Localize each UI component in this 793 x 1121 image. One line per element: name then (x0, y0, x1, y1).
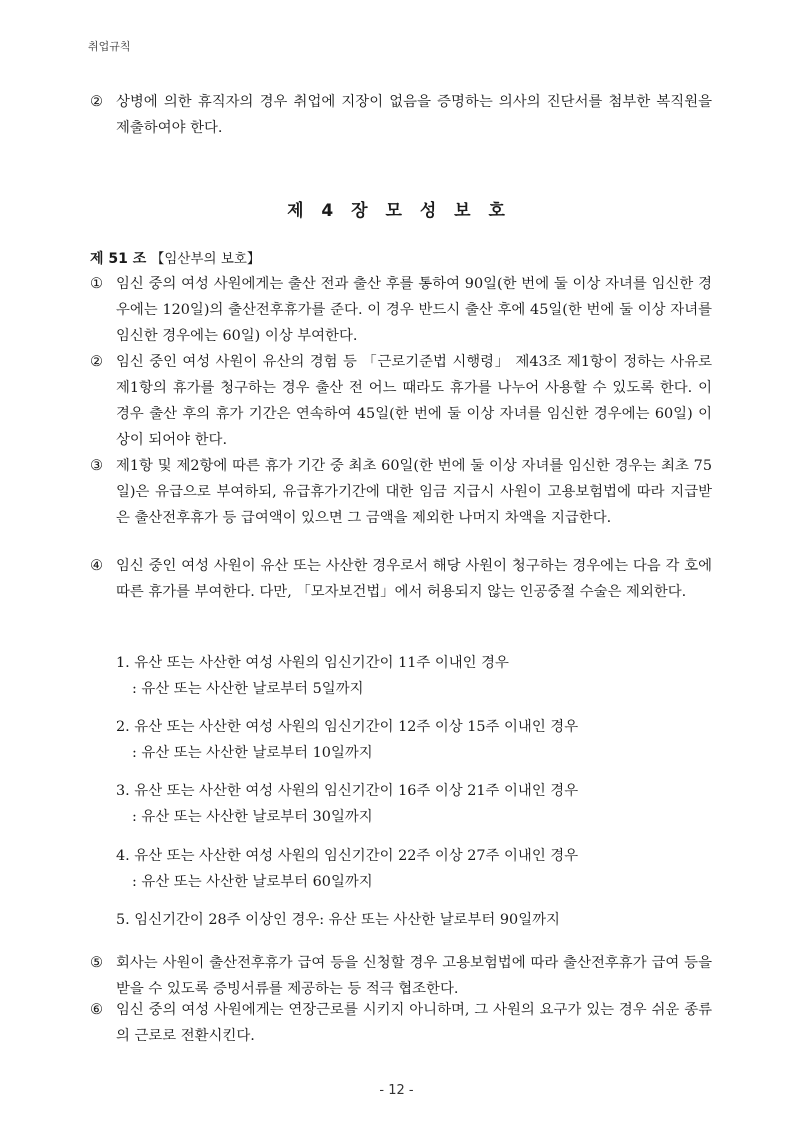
clause-text: 제1항 및 제2항에 따른 휴가 기간 중 최초 60일(한 번에 둘 이상 자녀를 임신한 경우는 최초 75일)은 유급으로 부여하되, 유급휴가기간에 대한 임금 지급시 사원이 고용보험법에 따라 지급받은 출산전후휴가 등 급여액이 있으면 그 금액을 제외한 나머지 차액을 지급한다. (116, 458, 712, 526)
clause-1 (90, 271, 712, 349)
intro-clause (90, 89, 712, 141)
chapter-title: 제 4 장 모 성 보 호 (287, 201, 506, 221)
sub-item-desc: : 유산 또는 사산한 날로부터 10일까지 (132, 745, 373, 761)
article-number: 제 51 조 (90, 251, 147, 267)
sub-item-title: 1. 유산 또는 사산한 여성 사원의 임신기간이 11주 이내인 경우 (116, 655, 509, 671)
sub-item-desc: : 유산 또는 사산한 날로부터 60일까지 (132, 874, 373, 890)
clause-3 (90, 453, 712, 531)
sub-item-1 (116, 650, 712, 702)
page-number: - 12 - (379, 1083, 414, 1098)
article-heading (90, 246, 260, 272)
sub-item-title: 2. 유산 또는 사산한 여성 사원의 임신기간이 12주 이상 15주 이내인 경우 (116, 719, 579, 735)
sub-item-desc: : 유산 또는 사산한 날로부터 5일까지 (132, 681, 364, 697)
clause-text: 임신 중의 여성 사원에게는 연장근로를 시키지 아니하며, 그 사원의 요구가 있는 경우 쉬운 종류의 근로로 전환시킨다. (116, 1002, 712, 1044)
clause-2 (90, 349, 712, 453)
clause-number: ④ (90, 558, 103, 574)
clause-4 (90, 553, 712, 605)
sub-item-title: 3. 유산 또는 사산한 여성 사원의 임신기간이 16주 이상 21주 이내인 경우 (116, 783, 579, 799)
article-name: 【임산부의 보호】 (150, 251, 261, 267)
clause-number: ② (90, 354, 103, 370)
running-header: 취업규칙 (88, 40, 131, 53)
sub-item-title: 4. 유산 또는 사산한 여성 사원의 임신기간이 22주 이상 27주 이내인 경우 (116, 848, 579, 864)
clause-text: 상병에 의한 휴직자의 경우 취업에 지장이 없음을 증명하는 의사의 진단서를 첨부한 복직원을 제출하여야 한다. (116, 94, 712, 136)
sub-item-3 (116, 778, 712, 830)
clause-5 (90, 950, 712, 1002)
clause-number: ⑤ (90, 955, 103, 971)
clause-text: 임신 중인 여성 사원이 유산 또는 사산한 경우로서 해당 사원이 청구하는 경우에는 다음 각 호에 따른 휴가를 부여한다. 다만, 「모자보건법」에서 허용되지 않는 인공중절 수술은 제외한다. (116, 558, 712, 600)
clause-6 (90, 997, 712, 1049)
clause-number: ⑥ (90, 1002, 103, 1018)
sub-item-4 (116, 843, 712, 895)
clause-text: 임신 중의 여성 사원에게는 출산 전과 출산 후를 통하여 90일(한 번에 둘 이상 자녀를 임신한 경우에는 120일)의 출산전후휴가를 준다. 이 경우 반드시 출산 후에 45일(한 번에 둘 이상 자녀를 임신한 경우에는 60일) 이상 부여한다. (116, 276, 712, 344)
clause-text: 임신 중인 여성 사원이 유산의 경험 등 「근로기준법 시행령」 제43조 제1항이 정하는 사유로 제1항의 휴가를 청구하는 경우 출산 전 어느 때라도 휴가를 나누어 사용할 수 있도록 한다. 이 경우 출산 후의 휴가 기간은 연속하여 45일(한 번에 둘 이상 자녀를 임신한 경우에는 60일) 이상이 되어야 한다. (116, 354, 712, 448)
sub-item-title: 5. 임신기간이 28주 이상인 경우: 유산 또는 사산한 날로부터 90일까지 (116, 912, 560, 928)
sub-item-5 (116, 907, 712, 933)
sub-item-desc: : 유산 또는 사산한 날로부터 30일까지 (132, 809, 373, 825)
clause-number: ② (90, 94, 103, 110)
clause-number: ① (90, 276, 103, 292)
sub-item-2 (116, 714, 712, 766)
clause-number: ③ (90, 458, 103, 474)
clause-text: 회사는 사원이 출산전후휴가 급여 등을 신청할 경우 고용보험법에 따라 출산전후휴가 급여 등을 받을 수 있도록 증빙서류를 제공하는 등 적극 협조한다. (116, 955, 712, 997)
